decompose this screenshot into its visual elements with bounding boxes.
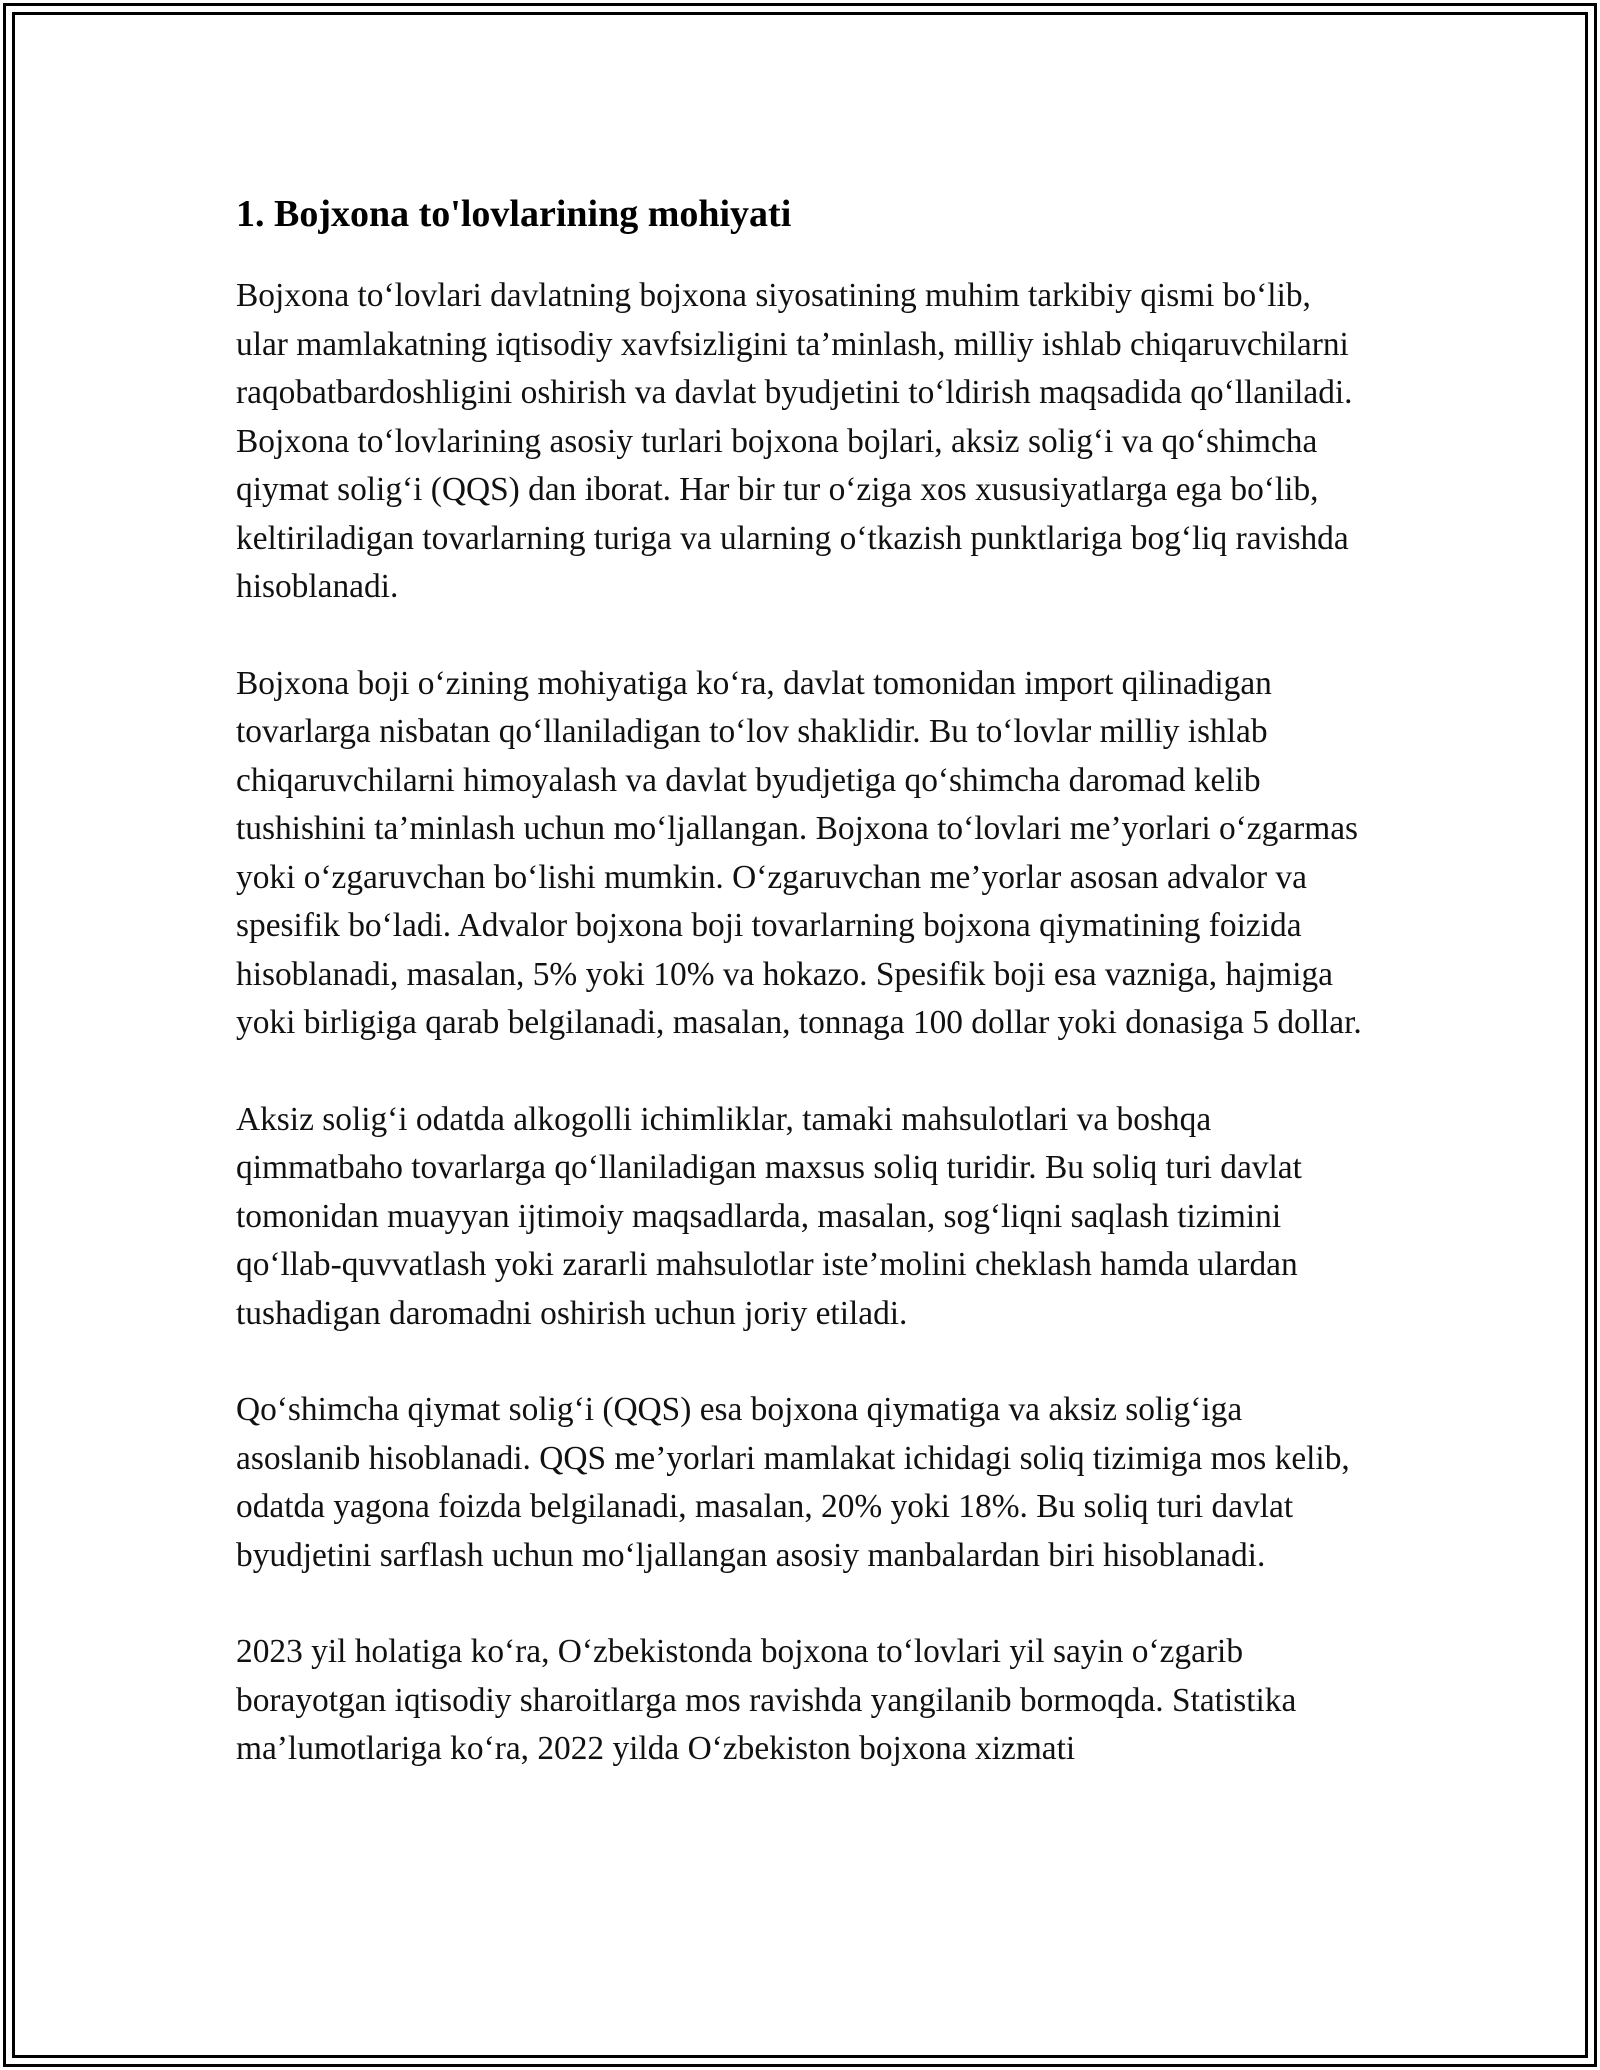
paragraph-customs-payments-overview: Bojxona to‘lovlari davlatning bojxona siyosatining muhim tarkibiy qismi bo‘lib, ular mamlakatning iqtisodiy xavfsizligini ta’minlash, milliy ishlab chiqaruvchilarni raqobatbardoshligini oshirish va davlat byudjetini to‘ldirish maqsadida qo‘llaniladi. Bojxona to‘lovlarining asosiy turlari bojxona bojlari, aksiz solig‘i va qo‘shimcha qiymat solig‘i (QQS) dan iborat. Har bir tur o‘ziga xos xususiyatlarga ega bo‘lib, keltiriladigan tovarlarning turiga va ularning o‘tkazish punktlariga bog‘liq ravishda hisoblanadi. [236, 277, 1353, 605]
document-body [236, 186, 1370, 1822]
section-heading: 1. Bojxona to'lovlarining mohiyati [236, 193, 792, 235]
paragraph-excise-tax: Aksiz solig‘i odatda alkogolli ichimliklar, tamaki mahsulotlari va boshqa qimmatbaho tovarlarga qo‘llaniladigan maxsus soliq turidir. Bu soliq turi davlat tomonidan muayyan ijtimoiy maqsadlarda, masalan, sog‘liqni saqlash tizimini qo‘llab-quvvatlash yoki zararli mahsulotlar iste’molini cheklash hamda ulardan tushadigan daromadni oshirish uchun joriy etiladi. [236, 1100, 1302, 1332]
paragraph-statistics-2023: 2023 yil holatiga ko‘ra, O‘zbekistonda bojxona to‘lovlari yil sayin o‘zgarib borayotgan iqtisodiy sharoitlarga mos ravishda yangilanib bormoqda. Statistika ma’lumotlariga ko‘ra, 2022 yilda O‘zbekiston bojxona xizmati [236, 1633, 1297, 1767]
paragraph-vat: Qo‘shimcha qiymat solig‘i (QQS) esa bojxona qiymatiga va aksiz solig‘iga asoslanib hisoblanadi. QQS me’yorlari mamlakat ichidagi soliq tizimiga mos kelib, odatda yagona foizda belgilanadi, masalan, 20% yoki 18%. Bu soliq turi davlat byudjetini sarflash uchun mo‘ljallangan asosiy manbalardan biri hisoblanadi. [236, 1391, 1350, 1574]
paragraph-customs-duty: Bojxona boji o‘zining mohiyatiga ko‘ra, davlat tomonidan import qilinadigan tovarlarga nisbatan qo‘llaniladigan to‘lov shaklidir. Bu to‘lovlar milliy ishlab chiqaruvchilarni himoyalash va davlat byudjetiga qo‘shimcha daromad kelib tushishini ta’minlash uchun mo‘ljallangan. Bojxona to‘lovlari me’yorlari o‘zgarmas yoki o‘zgaruvchan bo‘lishi mumkin. O‘zgaruvchan me’yorlar asosan advalor va spesifik bo‘ladi. Advalor bojxona boji tovarlarning bojxona qiymatining foizida hisoblanadi, masalan, 5% yoki 10% va hokazo. Spesifik boji esa vazniga, hajmiga yoki birligiga qarab belgilanadi, masalan, tonnaga 100 dollar yoki donasiga 5 dollar. [236, 664, 1362, 1041]
